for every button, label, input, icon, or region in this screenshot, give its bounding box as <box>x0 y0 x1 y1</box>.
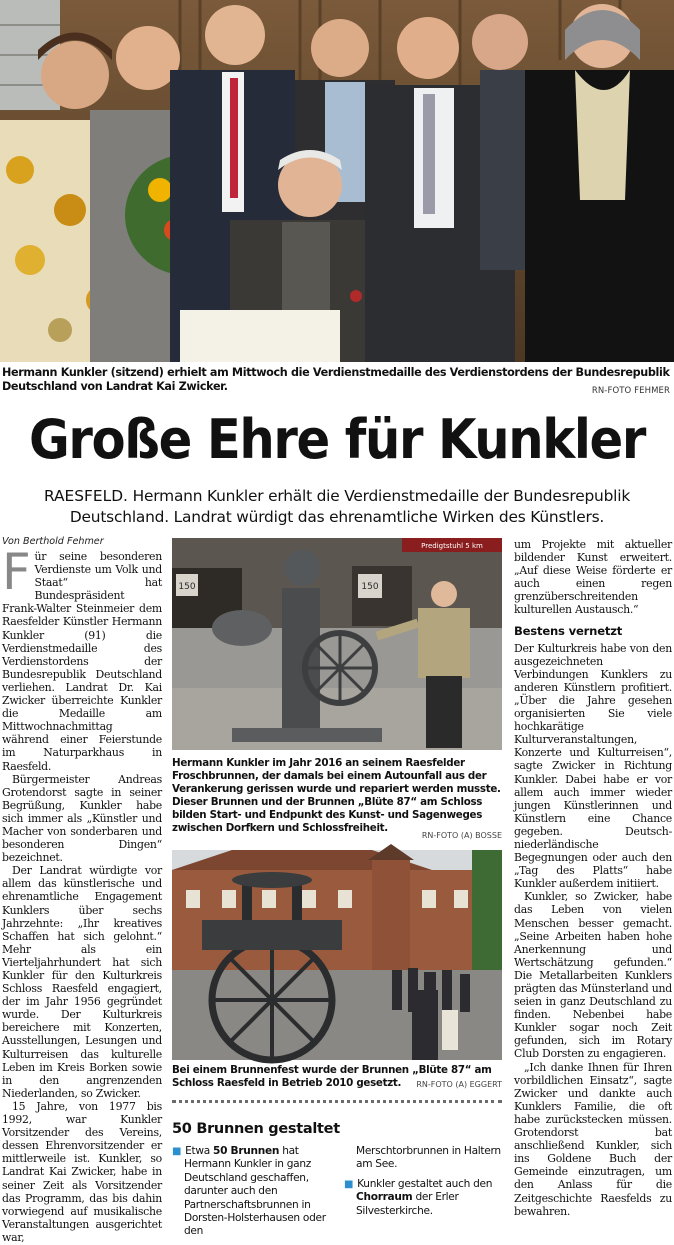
article-paragraph: Der Kulturkreis habe von den ausgezeichneten Verbindungen Kunklers zu anderen Künstlern profitiert. „Über die Jahre gesehen organisierten Sie viele hochkarätige Kulturveranstaltungen, Konzerte und Kulturreisen“, sagte Zwicker in Richtung Kunkler. Dabei habe er vor allem auch immer wieder jungen Künstlerinnen und Künstlern eine Chance gegeben. Deutsch-niederländische Begegnungen oder auch den „Tag des Platts“ habe Kunkler außerdem initiiert. <box>514 641 672 891</box>
bluete-87-credit: RN-FOTO (A) EGGERT <box>416 1080 502 1089</box>
froschbrunnen-photo <box>172 538 502 750</box>
article-column-1 <box>2 543 162 1244</box>
infobox-item-continued: Merschtorbrunnen in Haltern am See. <box>356 1145 501 1171</box>
infobox <box>172 1100 502 1238</box>
byline: Von Berthold Fehmer <box>2 536 104 547</box>
infobox-column-1 <box>172 1145 332 1245</box>
infobox-item: ■ Kunkler gestaltet auch den Chorraum der Erler Silvesterkirche. <box>344 1177 493 1217</box>
froschbrunnen-credit: RN-FOTO (A) BOSSE <box>421 831 502 840</box>
article-paragraph: Der Landrat würdigte vor allem das künstlerische und ehrenamtliche Engagement Kunklers über sechs Jahrzehnte: „Ihr kreatives Schaffen hat sich gelohnt.“ Mehr als ein Vierteljahrhundert hat sich Kunkler für den Kulturkreis Schloss Raesfeld engagiert, der im Jahr 1956 gegründet wurde. Der Kulturkreis bereichere mit Konzerten, Ausstellungen, Lesungen und Kulturreisen das kulturelle Leben im Kreis Borken sowie in den angrenzenden Niederlanden, so Zwicker. <box>2 864 162 1100</box>
bluete-87-caption: Bei einem Brunnenfest wurde der Brunnen „Blüte 87“ am Schloss Raesfeld in Betrieb 2010 gesetzt. <box>172 1064 492 1089</box>
hero-photo-illustration <box>0 0 674 362</box>
froschbrunnen-illustration <box>172 538 502 750</box>
headline: Große Ehre für Kunkler <box>29 408 645 471</box>
article-paragraph: „Ich danke Ihnen für Ihren vorbildlichen Einsatz“, sagte Zwicker und dankte auch Kunklers Familie, die oft habe zurückstecken müssen. Grotendorst bat anschließend Kunkler, sich ins Goldene Buch der Gemeinde einzutragen, um den Anlass für die Zeitgeschichte Raesfelds zu bewahren. <box>514 1060 672 1218</box>
article-paragraph: Für seine besonderen Verdienste um Volk und Staat“ hat Bundespräsident Frank-Walter Steinmeier dem Raesfelder Künstler Hermann Kunkler (91) die Verdienstmedaille des Verdienstordens der Bundesrepublik Deutschland verliehen. Landrat Dr. Kai Zwicker überreichte Kunkler die Medaille am Mittwochnachmittag während einer Feierstunde im Naturparkhaus in Raesfeld. <box>2 543 162 773</box>
article-column-3 <box>514 538 672 1218</box>
infobox-item: ■ Etwa 50 Brunnen hat Hermann Kunkler in ganz Deutschland geschaffen, darunter auch den Partnerschaftsbrunnen in Dorsten-Holsterhausen oder den <box>172 1145 326 1238</box>
dateline-place: RAESFELD. <box>43 487 128 505</box>
bluete-87-photo <box>172 850 502 1060</box>
subheadline-text: Hermann Kunkler erhält die Verdienstmedaille der Bundesrepublik Deutschland. Landrat würdigt das ehrenamtliche Wirken des Künstlers. <box>69 487 631 526</box>
bluete-87-illustration <box>172 850 502 1060</box>
article-paragraph: Kunkler, so Zwicker, habe das Leben von vielen Menschen besser gemacht. „Seine Arbeiten haben hohe Anerkennung und Wertschätzung gefunden.“ Die Metallarbeiten Kunklers prägten das Münsterland und seien in ganz Deutschland zu finden. Nebenbei habe Kunkler sogar noch Zeit gefunden, sich im Rotary Club Dorsten zu engagieren. <box>514 890 672 1061</box>
hero-photo <box>0 0 674 362</box>
shop-poster-left: 150 <box>178 582 196 592</box>
subheadline <box>20 486 654 528</box>
drop-cap: F <box>2 543 31 601</box>
article-paragraph: Bürgermeister Andreas Grotendorst sagte in seiner Begrüßung, Kunkler habe sich immer als „Künstler und Macher von sonderbaren und besonderen Dingen“ bezeichnet. <box>2 772 162 865</box>
hero-photo-credit: RN-FOTO FEHMER <box>591 386 670 396</box>
hero-caption: Hermann Kunkler (sitzend) erhielt am Mittwoch die Verdienstmedaille des Verdienstordens der Bundesrepublik Deutschland von Landrat Kai Zwicker. <box>2 366 670 393</box>
article-paragraph: 15 Jahre, von 1977 bis 1992, war Kunkler Vorsitzender des Vereins, dessen Ehrenvorsitzender er mittlerweile ist. Kunkler, so Landrat Kai Zwicker, habe in seiner Zeit als Vorsitzender das Programm, das bis dahin vorwiegend auf musikalische Veranstaltungen ausgerichtet war, <box>2 1099 162 1244</box>
bullet-square-icon: ■ <box>344 1178 354 1190</box>
section-subtitle: Bestens vernetzt <box>514 623 623 638</box>
article-paragraph: um Projekte mit aktueller bildender Kunst erweitert. „Auf diese Weise förderte er auch einen regen grenzüberschreitenden kulturellen Austausch.“ <box>514 538 672 617</box>
shop-poster-right: 150 <box>361 582 379 592</box>
froschbrunnen-caption: Hermann Kunkler im Jahr 2016 an seinem Raesfelder Froschbrunnen, der damals bei einem Autounfall aus der Verankerung gerissen wurde und repariert werden musste. Dieser Brunnen und der Brunnen „Blüte 87“ am Schloss bilden Start- und Endpunkt des Kunst- und Sagenweges zwischen Dorfkern und Schlossfreiheit. <box>172 757 501 834</box>
infobox-column-2 <box>344 1145 502 1224</box>
infobox-title: 50 Brunnen gestaltet <box>172 1121 340 1137</box>
bullet-square-icon: ■ <box>172 1146 182 1157</box>
street-sign: Predigtstuhl 5 km <box>421 542 483 550</box>
